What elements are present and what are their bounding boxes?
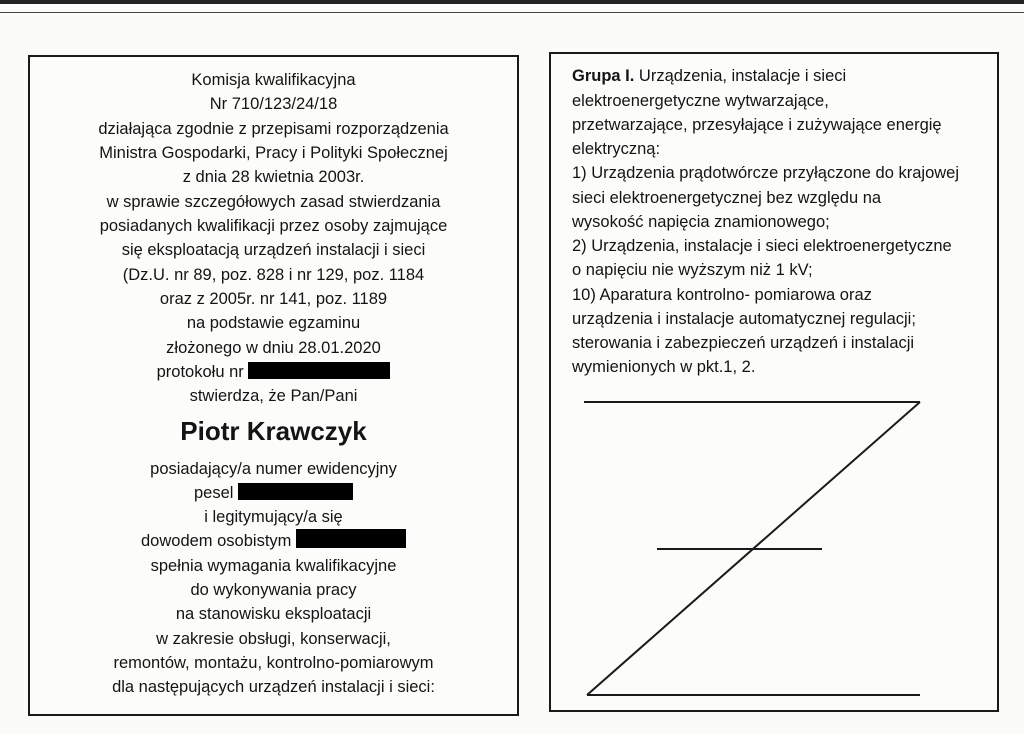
redaction-bar: [238, 483, 353, 500]
text-line: z dnia 28 kwietnia 2003r.: [182, 168, 365, 186]
commission-number: Nr 710/123/24/18: [209, 95, 338, 113]
text-line: na podstawie egzaminu: [186, 314, 361, 332]
id-card-line: [30, 529, 517, 553]
text-line: i legitymujący/a się: [204, 508, 343, 526]
scope-line: 1) Urządzenia prądotwórcze przyłączone do krajowej: [572, 164, 960, 182]
text-line: posiadanych kwalifikacji przez osoby zajmujące: [99, 217, 448, 235]
exam-date-line: złożonego w dniu 28.01.2020: [166, 339, 381, 357]
scope-line: elektryczną:: [572, 140, 661, 158]
scope-line: o napięciu nie wyższym niż 1 kV;: [572, 261, 813, 279]
text-line: (Dz.U. nr 89, poz. 828 i nr 129, poz. 1184: [122, 266, 425, 284]
pesel-label: pesel: [193, 484, 234, 502]
scope-line: 10) Aparatura kontrolno- pomiarowa oraz: [572, 286, 872, 304]
scope-line: 2) Urządzenia, instalacje i sieci elektroenergetyczne: [572, 237, 952, 255]
text-line: spełnia wymagania kwalifikacyjne: [150, 557, 397, 575]
text-line: działająca zgodnie z przepisami rozporządzenia: [98, 120, 449, 138]
pesel-line: [30, 481, 517, 505]
certificate-right-card: [549, 52, 999, 712]
group-label: Grupa I.: [572, 67, 635, 85]
text-line: w sprawie szczegółowych zasad stwierdzania: [106, 193, 441, 211]
text-line: Ministra Gospodarki, Pracy i Polityki Społecznej: [99, 144, 448, 162]
redaction-bar: [248, 362, 390, 379]
scope-line: przetwarzające, przesyłające i zużywające energię: [572, 116, 942, 134]
text-line: na stanowisku eksploatacji: [175, 605, 372, 623]
top-thin-line: [0, 12, 1024, 13]
text-line: remontów, montażu, kontrolno-pomiarowym: [113, 654, 434, 672]
protocol-label: protokołu nr: [156, 363, 244, 381]
person-name: Piotr Krawczyk: [180, 416, 367, 446]
text-line: do wykonywania pracy: [190, 581, 357, 599]
certificate-left-card: [28, 55, 519, 716]
scope-line: elektroenergetyczne wytwarzające,: [572, 92, 829, 110]
commission-title: Komisja kwalifikacyjna: [191, 71, 356, 89]
scope-line: sterowania i zabezpieczeń urządzeń i instalacji: [572, 334, 915, 352]
top-border-line: [0, 0, 1024, 4]
group-heading-text: Urządzenia, instalacje i sieci: [634, 67, 847, 85]
scope-line: wysokość napięcia znamionowego;: [572, 213, 830, 231]
scope-line: sieci elektroenergetycznej bez względu na: [572, 189, 882, 207]
text-line: posiadający/a numer ewidencyjny: [150, 460, 397, 478]
redaction-bar: [296, 529, 406, 548]
scope-line: wymienionych w pkt.1, 2.: [572, 358, 756, 376]
id-card-label: dowodem osobistym: [141, 532, 292, 550]
z-cancellation-mark: [551, 54, 997, 710]
text-line: oraz z 2005r. nr 141, poz. 1189: [159, 290, 388, 308]
text-line: stwierdza, że Pan/Pani: [189, 387, 358, 405]
text-line: się eksploatacją urządzeń instalacji i sieci: [121, 241, 426, 259]
text-line: dla następujących urządzeń instalacji i sieci:: [112, 678, 435, 696]
text-line: w zakresie obsługi, konserwacji,: [156, 630, 391, 648]
protocol-line: [30, 360, 517, 384]
scope-line: urządzenia i instalacje automatycznej regulacji;: [572, 310, 916, 328]
